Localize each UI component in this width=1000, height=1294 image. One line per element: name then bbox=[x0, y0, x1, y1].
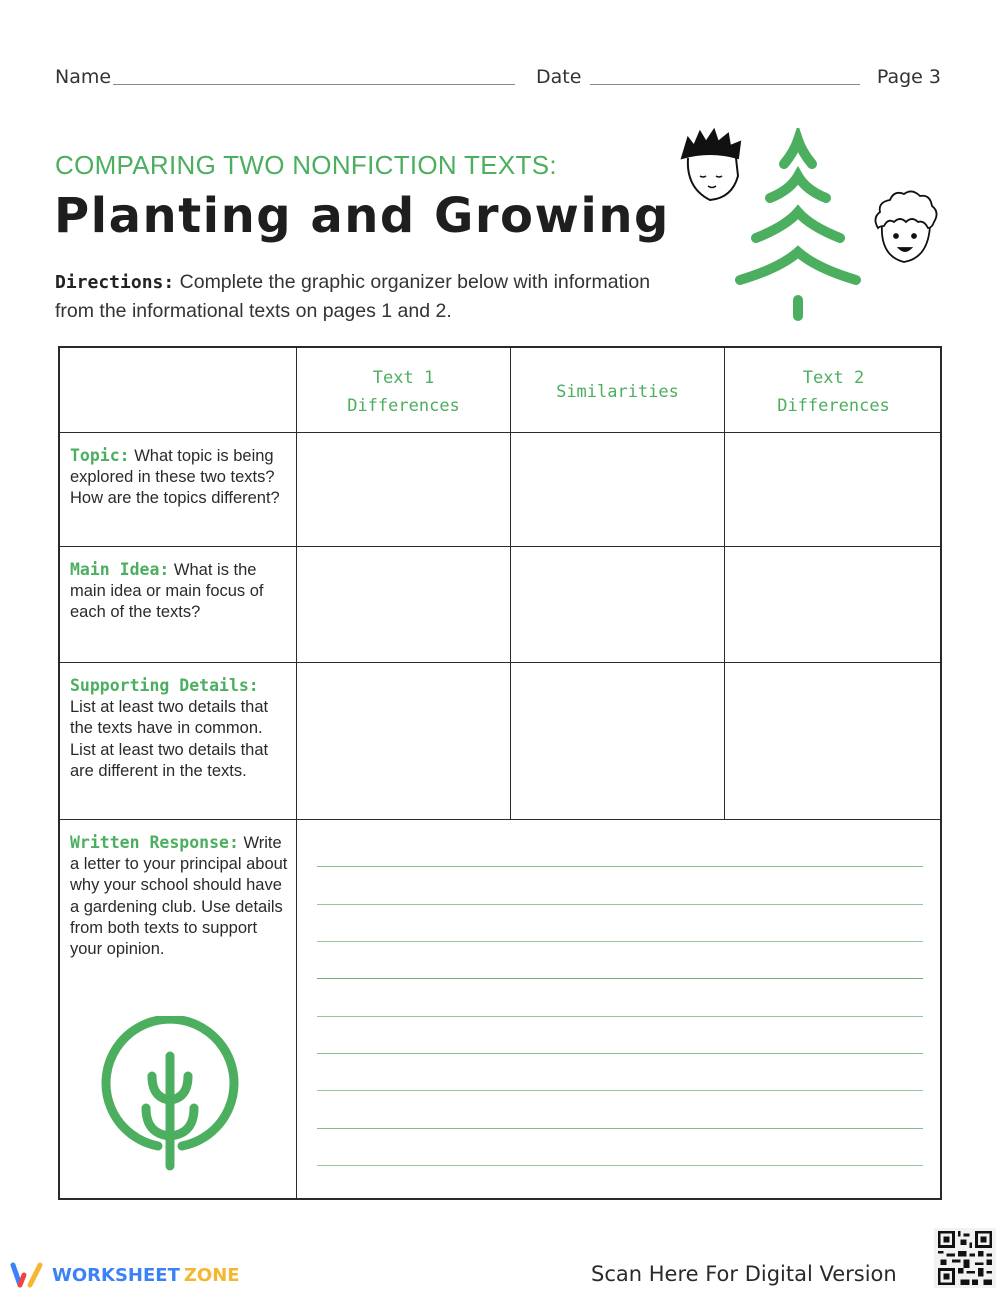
directions bbox=[55, 268, 665, 326]
row-prompt: What is the main idea or main focus of each of the texts? bbox=[70, 561, 264, 622]
row-keyword: Topic: bbox=[70, 446, 130, 465]
scan-instruction: Scan Here For Digital Version bbox=[591, 1262, 897, 1286]
graphic-organizer-table bbox=[58, 346, 942, 1200]
answer-cell-main-idea-similarities[interactable] bbox=[511, 547, 725, 663]
row-label-written-response bbox=[60, 820, 297, 1198]
directions-label: Directions: bbox=[55, 272, 175, 293]
worksheet-header bbox=[55, 64, 945, 94]
page-number: Page 3 bbox=[876, 66, 941, 88]
date-field[interactable] bbox=[590, 84, 860, 85]
row-prompt: Write a letter to your principal about why your school should have a gardening club. Use details from both texts to support your opinion. bbox=[70, 834, 288, 959]
boy-face-icon bbox=[682, 130, 740, 200]
writing-line[interactable] bbox=[317, 1090, 923, 1091]
row-keyword: Supporting Details: bbox=[70, 676, 259, 695]
row-label-topic bbox=[60, 433, 297, 547]
worksheet-subtitle: COMPARING TWO NONFICTION TEXTS: bbox=[55, 150, 557, 180]
name-field[interactable] bbox=[113, 84, 515, 85]
column-header-text1-differences: Text 1 Differences bbox=[297, 348, 511, 433]
header-corner-cell bbox=[60, 348, 297, 433]
writing-line[interactable] bbox=[317, 904, 923, 905]
name-label: Name bbox=[55, 66, 112, 88]
answer-cell-topic-text2[interactable] bbox=[725, 433, 942, 547]
answer-cell-details-similarities[interactable] bbox=[511, 663, 725, 820]
answer-cell-topic-similarities[interactable] bbox=[511, 433, 725, 547]
qr-code-icon[interactable] bbox=[934, 1228, 996, 1288]
writing-line[interactable] bbox=[317, 1053, 923, 1054]
logo-text-worksheet: WORKSHEET bbox=[52, 1264, 180, 1286]
column-header-text2-differences: Text 2 Differences bbox=[725, 348, 942, 433]
worksheetzone-logo-icon bbox=[10, 1261, 46, 1289]
writing-line[interactable] bbox=[317, 941, 923, 942]
writing-line[interactable] bbox=[317, 1016, 923, 1017]
writing-line[interactable] bbox=[317, 1165, 923, 1166]
girl-face-icon bbox=[875, 191, 936, 262]
directions-text: Complete the graphic organizer below with information from the informational texts on pages 1 and 2. bbox=[55, 271, 651, 322]
answer-cell-main-idea-text1[interactable] bbox=[297, 547, 511, 663]
row-keyword: Written Response: bbox=[70, 833, 239, 852]
row-prompt: What topic is being explored in these two texts? How are the topics different? bbox=[70, 447, 280, 508]
row-label-supporting-details bbox=[60, 663, 297, 820]
row-keyword: Main Idea: bbox=[70, 560, 170, 579]
pine-tree-with-two-kids-icon bbox=[670, 128, 950, 333]
column-header-similarities: Similarities bbox=[511, 348, 725, 433]
writing-line[interactable] bbox=[317, 1128, 923, 1129]
date-label: Date bbox=[536, 66, 582, 88]
logo-text-zone: ZONE bbox=[183, 1264, 240, 1286]
writing-line[interactable] bbox=[317, 978, 923, 979]
answer-cell-details-text2[interactable] bbox=[725, 663, 942, 820]
writing-line[interactable] bbox=[317, 866, 923, 867]
written-response-area[interactable] bbox=[297, 820, 942, 1198]
worksheetzone-logo[interactable] bbox=[10, 1260, 240, 1290]
row-prompt: List at least two details that the texts have in common. List at least two details that are different in the texts. bbox=[70, 698, 269, 780]
answer-cell-main-idea-text2[interactable] bbox=[725, 547, 942, 663]
answer-cell-topic-text1[interactable] bbox=[297, 433, 511, 547]
row-label-main-idea bbox=[60, 547, 297, 663]
answer-cell-details-text1[interactable] bbox=[297, 663, 511, 820]
sprout-in-circle-icon bbox=[100, 1016, 240, 1176]
worksheet-title: Planting and Growing bbox=[54, 188, 670, 244]
pine-tree-icon bbox=[740, 140, 856, 316]
